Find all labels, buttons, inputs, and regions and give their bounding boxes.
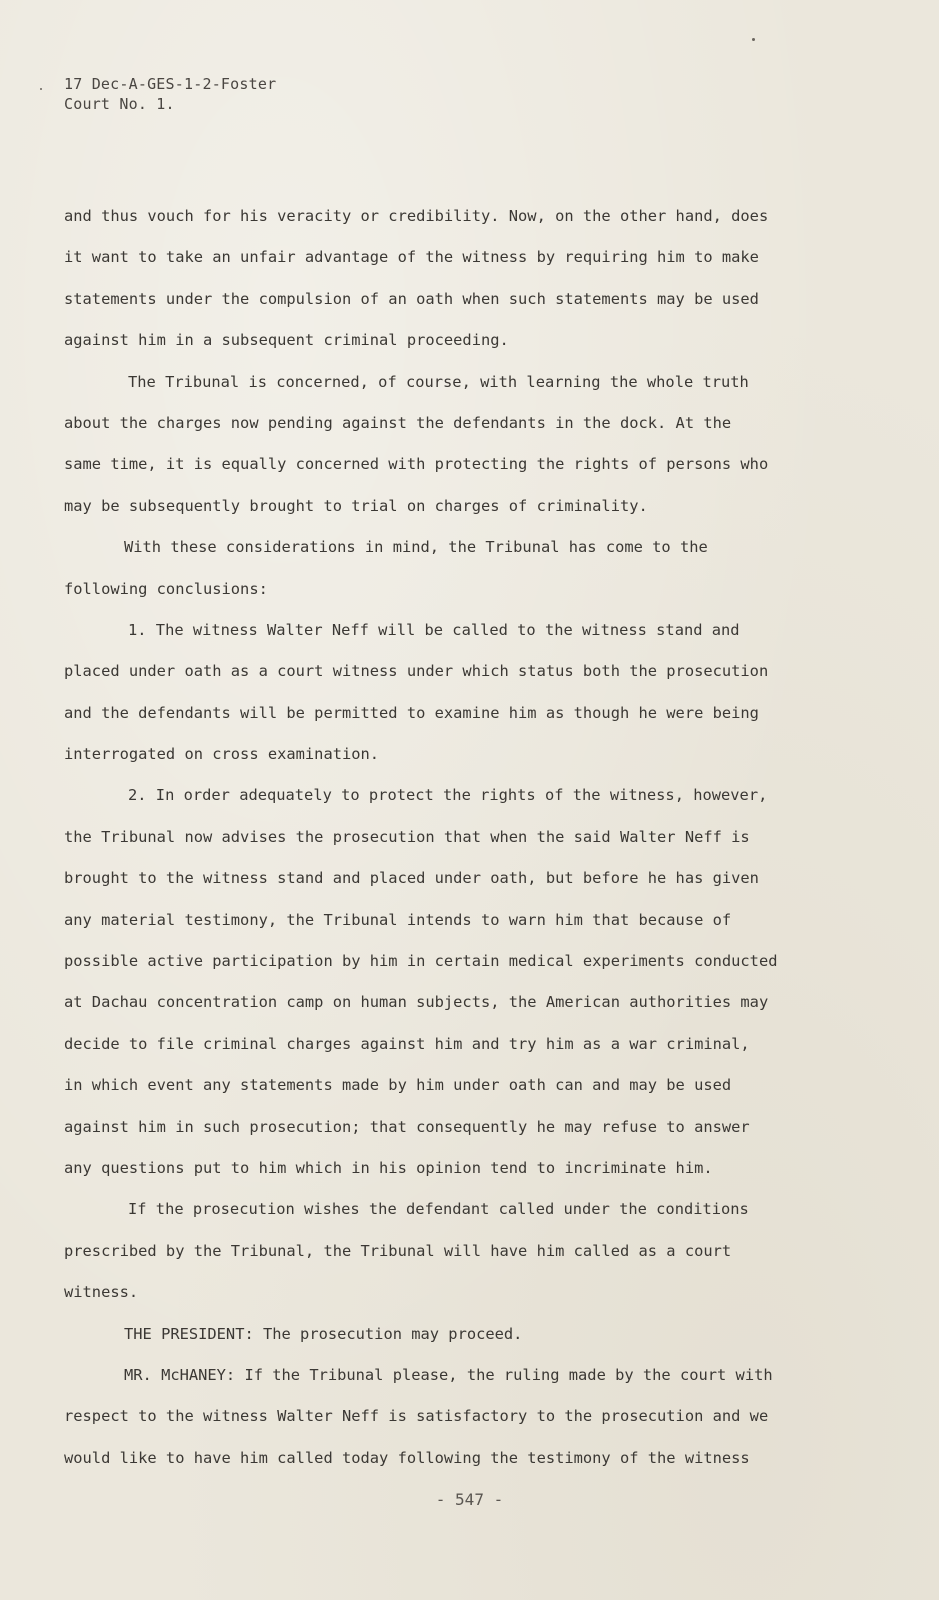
text-line: statements under the compulsion of an oath when such statements may be used (64, 289, 759, 308)
text-line: placed under oath as a court witness under which status both the prosecution (64, 662, 769, 681)
text-line: may be subsequently brought to trial on charges of criminality. (64, 496, 648, 515)
text-line: any questions put to him which in his opinion tend to incriminate him. (64, 1158, 713, 1177)
paragraph-start-line: With these considerations in mind, the Tribunal has come to the (124, 538, 708, 557)
conclusion-2-start-line: 2. In order adequately to protect the rights of the witness, however, (128, 786, 768, 805)
text-line: against him in such prosecution; that consequently he may refuse to answer (64, 1117, 750, 1136)
court-number: Court No. 1. (64, 95, 175, 113)
transcript-body (64, 196, 864, 1479)
text-line: the Tribunal now advises the prosecution that when the said Walter Neff is (64, 827, 750, 846)
text-line: in which event any statements made by him under oath can and may be used (64, 1076, 732, 1095)
text-line: at Dachau concentration camp on human subjects, the American authorities may (64, 993, 769, 1012)
speaker-line-president: THE PRESIDENT: The prosecution may proceed. (124, 1324, 523, 1343)
text-line: and the defendants will be permitted to examine him as though he were being (64, 703, 759, 722)
text-line: any material testimony, the Tribunal intends to warn him that because of (64, 910, 732, 929)
text-line: possible active participation by him in certain medical experiments conducted (64, 952, 778, 971)
paragraph-start-line: The Tribunal is concerned, of course, with learning the whole truth (128, 372, 749, 391)
text-line: brought to the witness stand and placed under oath, but before he has given (64, 869, 759, 888)
text-line: same time, it is equally concerned with protecting the rights of persons who (64, 455, 769, 474)
text-line: about the charges now pending against the defendants in the dock. At the (64, 413, 732, 432)
text-line: it want to take an unfair advantage of the witness by requiring him to make (64, 248, 759, 267)
text-line: interrogated on cross examination. (64, 745, 380, 764)
text-line: respect to the witness Walter Neff is satisfactory to the prosecution and we (64, 1407, 769, 1426)
text-line: following conclusions: (64, 579, 268, 598)
text-line: decide to file criminal charges against him and try him as a war criminal, (64, 1034, 750, 1053)
document-reference: 17 Dec-A-GES-1-2-Foster (64, 75, 277, 93)
text-line: against him in a subsequent criminal proceeding. (64, 331, 509, 350)
paragraph-start-line: If the prosecution wishes the defendant called under the conditions (128, 1200, 749, 1219)
paper-speck (752, 38, 755, 41)
text-line: would like to have him called today following the testimony of the witness (64, 1448, 750, 1467)
text-line: and thus vouch for his veracity or credibility. Now, on the other hand, does (64, 207, 769, 225)
conclusion-1-start-line: 1. The witness Walter Neff will be called to the witness stand and (128, 620, 740, 639)
page-number: - 547 - (435, 1490, 504, 1509)
document-header (64, 74, 276, 114)
speaker-line-mchaney: MR. McHANEY: If the Tribunal please, the ruling made by the court with (124, 1365, 773, 1384)
text-line: witness. (64, 1283, 139, 1302)
text-line: prescribed by the Tribunal, the Tribunal will have him called as a court (64, 1241, 732, 1260)
paper-speck (40, 88, 42, 90)
